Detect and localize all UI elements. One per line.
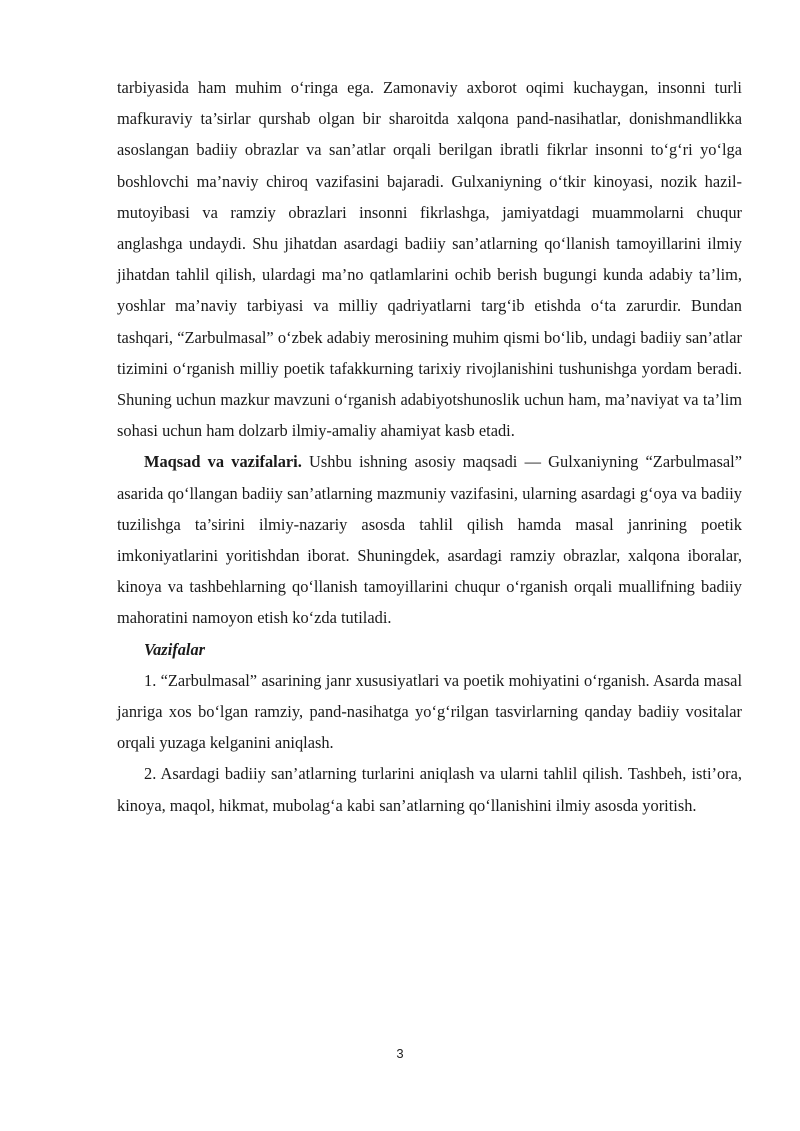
purpose-heading: Maqsad va vazifalari. — [144, 452, 302, 472]
paragraph-relevance: tarbiyasida ham muhim o‘ringa ega. Zamonaviy axborot oqimi kuchaygan, insonni turli mafkuraviy ta’sirlar qurshab olgan bir sharoitda xalqona pand-nasihatlar, donishmandlikka asoslangan badiiy obrazlar va san’atlar orqali berilgan ibratli fikrlar insonni to‘g‘ri yo‘lga boshlovchi ma’naviy chiroq vazifasini bajaradi. Gulxaniyning o‘tkir kinoyasi, nozik hazil-mutoyibasi va ramziy obrazlari insonni fikrlashga, jamiyatdagi muammolarni chuqur anglashga undaydi. Shu jihatdan asardagi badiiy san’atlarning qo‘llanish tamoyillarini ilmiy jihatdan tahlil qilish, ulardagi ma’no qatlamlarini ochib berish bugungi kunda adabiy ta’lim, yoshlar ma’naviy tarbiyasi va milliy qadriyatlarni targ‘ib etishda o‘ta zarurdir. Bundan tashqari, “Zarbulmasal” o‘zbek adabiy merosining muhim qismi bo‘lib, undagi badiiy san’atlar tizimini o‘rganish milliy poetik tafakkurning tarixiy rivojlanishini tushunishga yordam beradi. Shuning uchun mazkur mavzuni o‘rganish adabiyotshunoslik uchun ham, ma’naviyat va ta’lim sohasi uchun ham dolzarb ilmiy-amaliy ahamiyat kasb etadi. — [117, 78, 742, 441]
tasks-heading-label: Vazifalar — [144, 639, 206, 659]
paragraph-purpose — [117, 446, 742, 633]
task-item-2: 2. Asardagi badiiy san’atlarning turlarini aniqlash va ularni tahlil qilish. Tashbeh, isti’ora, kinoya, maqol, hikmat, mubolag‘a kabi san’atlarning qo‘llanishini ilmiy asosda yoritish. — [117, 764, 742, 815]
task-item-1: 1. “Zarbulmasal” asarining janr xususiyatlari va poetik mohiyatini o‘rganish. Asarda masal janriga xos bo‘lgan ramziy, pand-nasihatga yo‘g‘rilgan tasvirlarning qanday badiiy vositalar orqali yuzaga kelganini aniqlash. — [117, 670, 742, 753]
tasks-heading — [117, 634, 742, 665]
document-body — [117, 72, 742, 821]
page-number: 3 — [396, 1046, 404, 1061]
purpose-text: Ushbu ishning asosiy maqsadi — Gulxaniyning “Zarbulmasal” asarida qo‘llangan badiiy san’atlarning mazmuniy vazifasini, ularning asardagi g‘oya va badiiy tuzilishga ta’sirini ilmiy-nazariy asosda tahlil qilish hamda masal janrining poetik imkoniyatlarini yoritishdan iborat. Shuningdek, asardagi ramziy obrazlar, xalqona iboralar, kinoya va tashbehlarning qo‘llanish tamoyillarini chuqur o‘rganish orqali muallifning badiiy mahoratini namoyon etish ko‘zda tutiladi. — [117, 452, 742, 628]
